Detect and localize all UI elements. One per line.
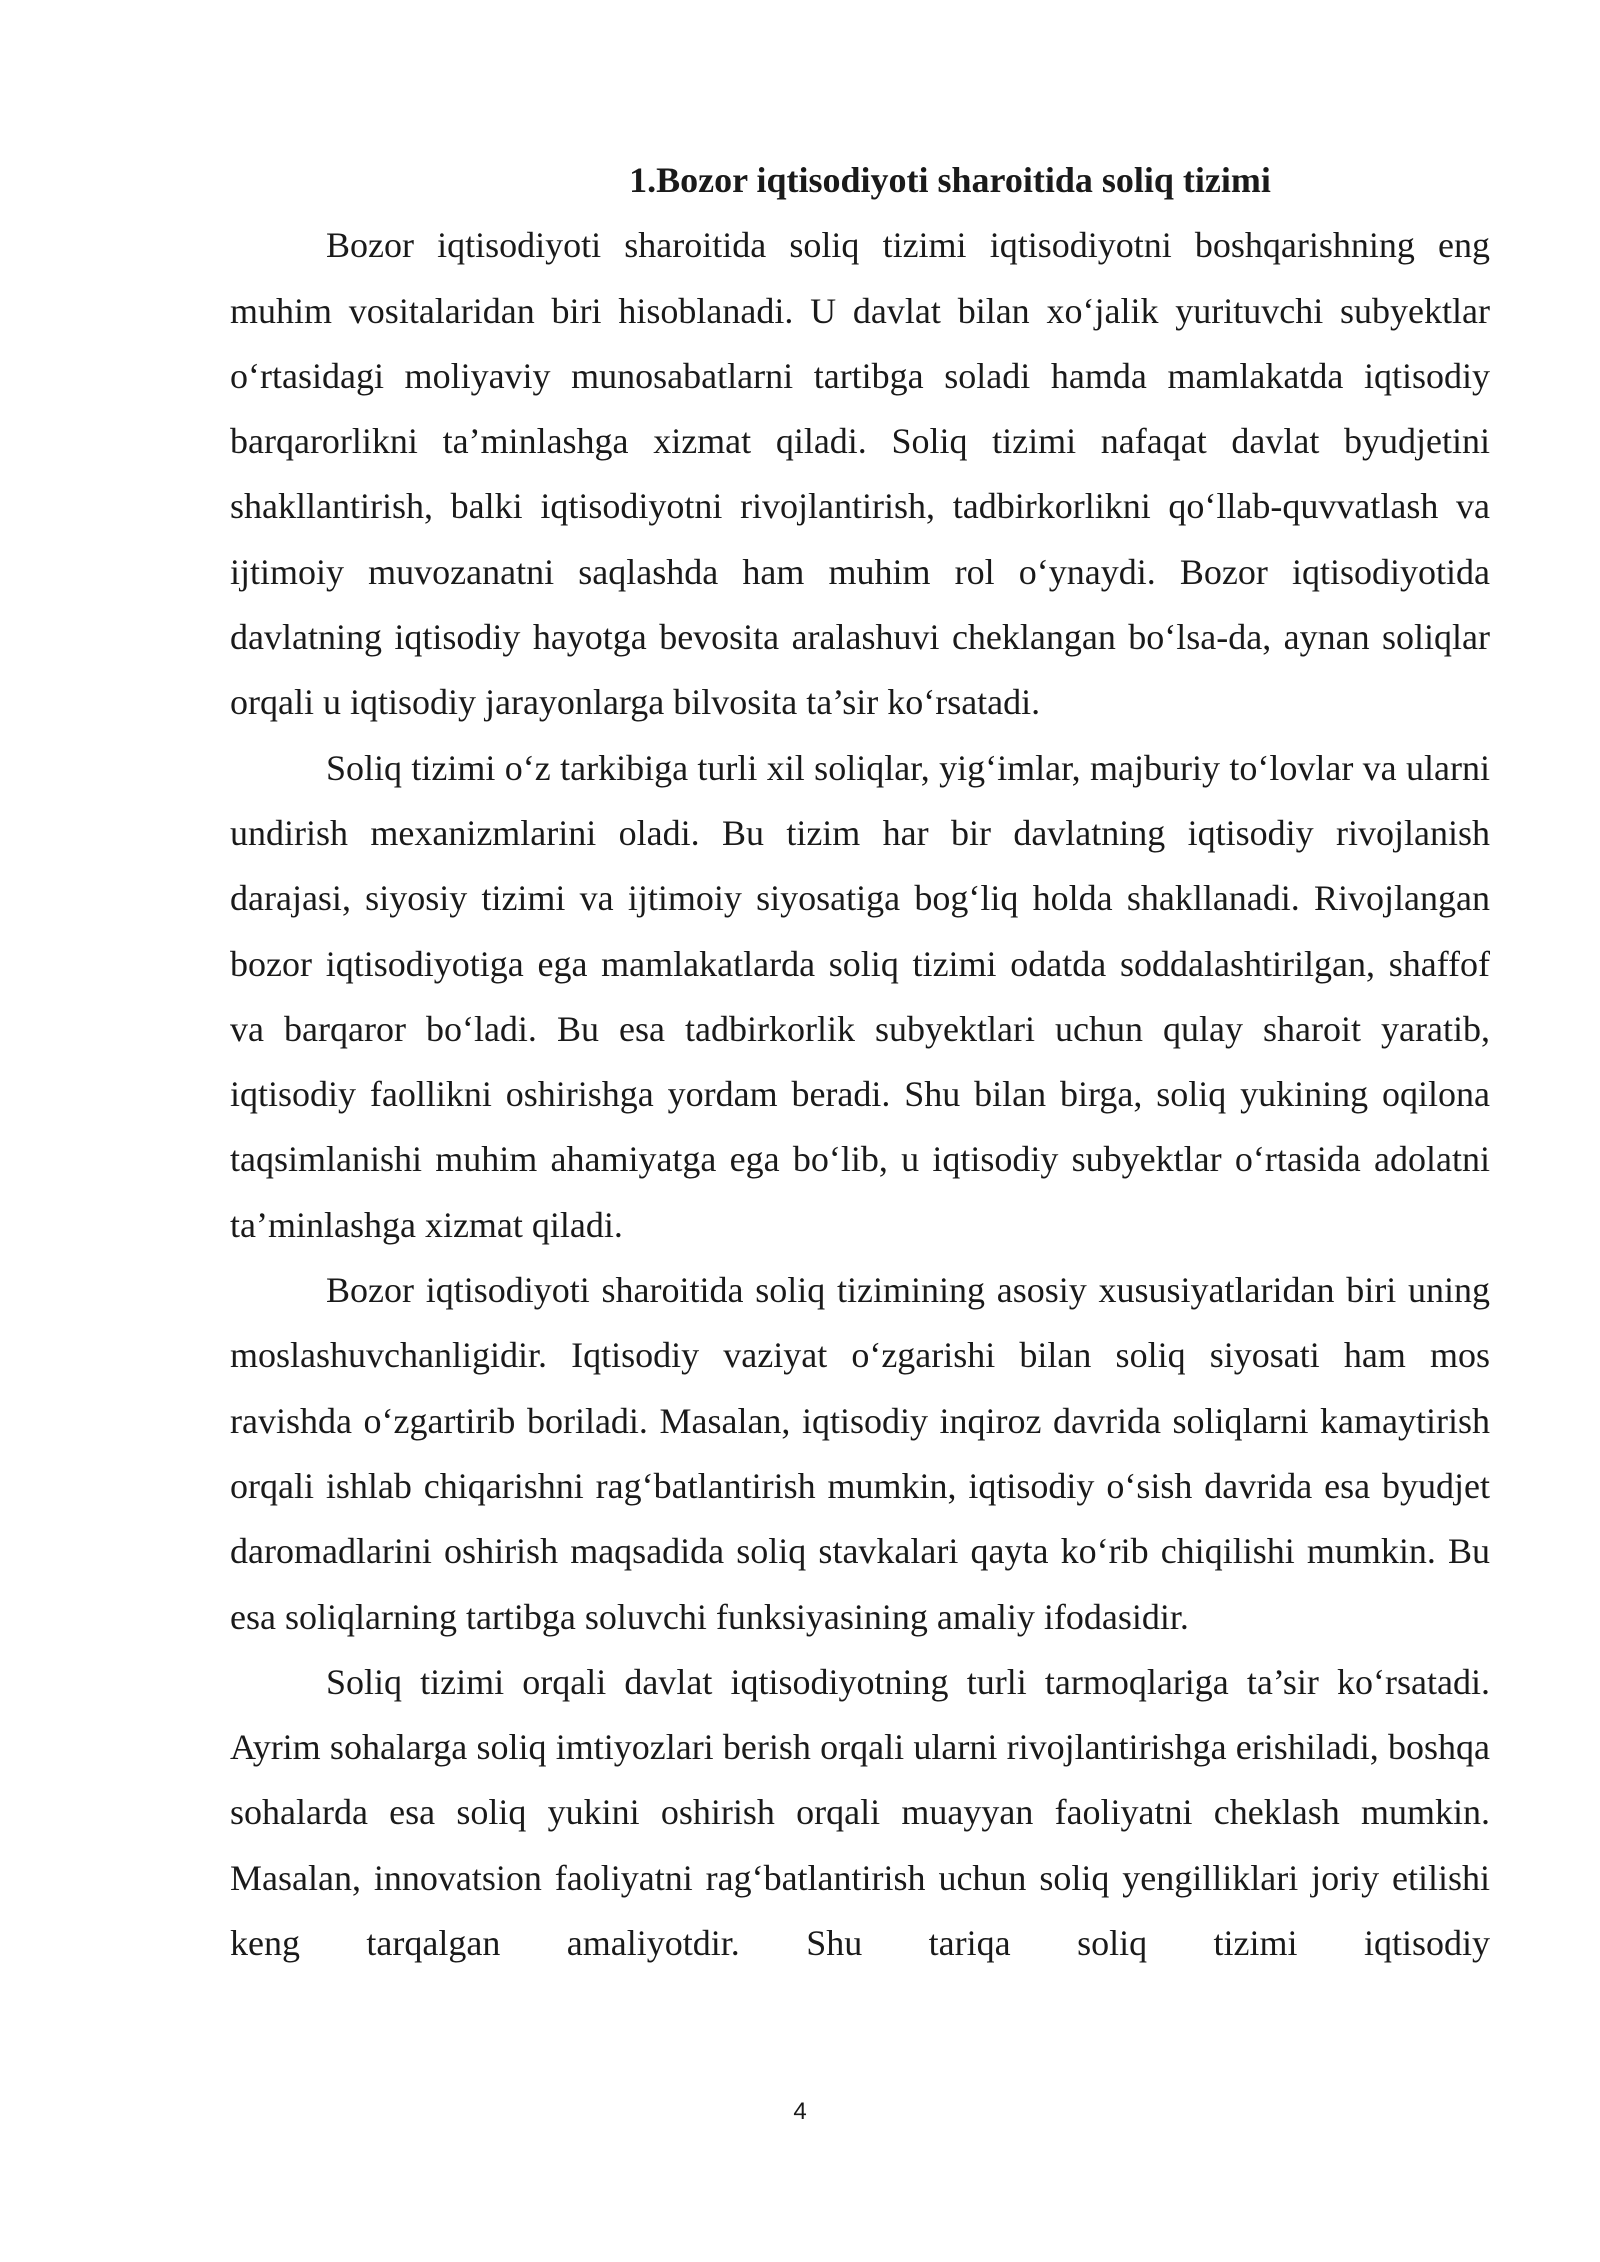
- document-body: [230, 148, 1490, 1976]
- section-heading: 1.Bozor iqtisodiyoti sharoitida soliq tizimi: [629, 160, 1271, 200]
- paragraph-3: Bozor iqtisodiyoti sharoitida soliq tizimining asosiy xususiyatlaridan biri uning moslashuvchanligidir. Iqtisodiy vaziyat o‘zgarishi bilan soliq siyosati ham mos ravishda o‘zgartirib boriladi. Masalan, iqtisodiy inqiroz davrida soliqlarni kamaytirish orqali ishlab chiqarishni rag‘batlantirish mumkin, iqtisodiy o‘sish davrida esa byudjet daromadlarini oshirish maqsadida soliq stavkalari qayta ko‘rib chiqilishi mumkin. Bu esa soliqlarning tartibga soluvchi funksiyasining amaliy ifodasidir.: [230, 1270, 1490, 1637]
- paragraph-1: Bozor iqtisodiyoti sharoitida soliq tizimi iqtisodiyotni boshqarishning eng muhim vositalaridan biri hisoblanadi. U davlat bilan xo‘jalik yurituvchi subyektlar o‘rtasidagi moliyaviy munosabatlarni tartibga soladi hamda mamlakatda iqtisodiy barqarorlikni ta’minlashga xizmat qiladi. Soliq tizimi nafaqat davlat byudjetini shakllantirish, balki iqtisodiyotni rivojlantirish, tadbirkorlikni qo‘llab-quvvatlash va ijtimoiy muvozanatni saqlashda ham muhim rol o‘ynaydi. Bozor iqtisodiyotida davlatning iqtisodiy hayotga bevosita aralashuvi cheklangan bo‘lsa-da, aynan soliqlar orqali u iqtisodiy jarayonlarga bilvosita ta’sir ko‘rsatadi.: [230, 225, 1490, 723]
- paragraph-4: Soliq tizimi orqali davlat iqtisodiyotning turli tarmoqlariga ta’sir ko‘rsatadi. Ayrim sohalarga soliq imtiyozlari berish orqali ularni rivojlantirishga erishiladi, boshqa sohalarda esa soliq yukini oshirish orqali muayyan faoliyatni cheklash mumkin. Masalan, innovatsion faoliyatni rag‘batlantirish uchun soliq yengilliklari joriy etilishi keng tarqalgan amaliyotdir. Shu tariqa soliq tizimi iqtisodiy: [230, 1661, 1490, 1964]
- page-number: 4: [793, 2098, 807, 2125]
- paragraph-2: Soliq tizimi o‘z tarkibiga turli xil soliqlar, yig‘imlar, majburiy to‘lovlar va ularni undirish mexanizmlarini oladi. Bu tizim har bir davlatning iqtisodiy rivojlanish darajasi, siyosiy tizimi va ijtimoiy siyosatiga bog‘liq holda shakllanadi. Rivojlangan bozor iqtisodiyotiga ega mamlakatlarda soliq tizimi odatda soddalashtirilgan, shaffof va barqaror bo‘ladi. Bu esa tadbirkorlik subyektlari uchun qulay sharoit yaratib, iqtisodiy faollikni oshirishga yordam beradi. Shu bilan birga, soliq yukining oqilona taqsimlanishi muhim ahamiyatga ega bo‘lib, u iqtisodiy subyektlar o‘rtasida adolatni ta’minlashga xizmat qiladi.: [230, 747, 1490, 1245]
